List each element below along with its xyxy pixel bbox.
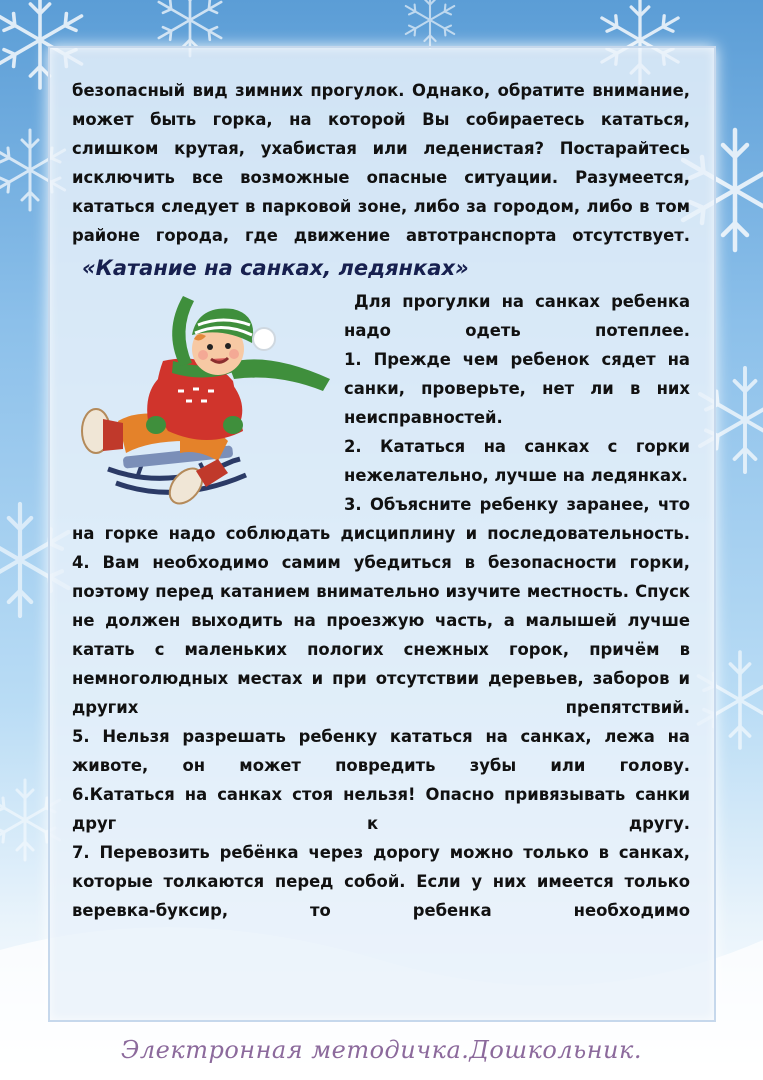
rule-6: 6.Кататься на санках стоя нельзя! Опасно привязывать санки друг к другу. bbox=[72, 785, 690, 833]
rule-2: 2. Кататься на санках с горки нежелательно, лучше на ледянках. bbox=[344, 437, 690, 485]
rule-1: 1. Прежде чем ребенок сядет на санки, проверьте, нет ли в них неисправностей. bbox=[344, 350, 690, 427]
sled-intro-paragraph: Для прогулки на санках ребенка надо одеть потеплее. bbox=[344, 292, 690, 340]
child-on-sled-illustration bbox=[68, 291, 344, 513]
footer-caption: Электронная методичка.Дошкольник. bbox=[121, 1036, 642, 1064]
intro-paragraph: безопасный вид зимних прогулок. Однако, обратите внимание, может быть горка, на которой Вы собираетесь кататься, слишком крутая, ухабистая или леденистая? Постарайтесь исключить все возможные опасные ситуации. Разумеется, кататься следует в парковой зоне, либо за городом, либо в том районе города, где движение автотранспорта отсутствует. bbox=[72, 81, 690, 245]
rule-3: 3. Объясните ребенку заранее, что на горке надо соблюдать дисциплину и последовательность. bbox=[72, 495, 690, 543]
rule-4: 4. Вам необходимо самим убедиться в безопасности горки, поэтому перед катанием внимательно изучите местность. Спуск не должен выходить на проезжую часть, а малышей лучше катать с маленьких пологих снежных горок, причём в немноголюдных местах и при отсутствии деревьев, заборов и других препятствий. bbox=[72, 553, 690, 717]
section-heading: «Катание на санках, ледянках» bbox=[82, 256, 469, 280]
rule-5: 5. Нельзя разрешать ребенку кататься на санках, лежа на животе, он может повредить зубы или голову. bbox=[72, 727, 690, 775]
document-body bbox=[72, 76, 690, 925]
rule-7: 7. Перевозить ребёнка через дорогу можно только в санках, которые толкаются перед собой. Если у них имеется только веревка-буксир, то ребенка необходимо bbox=[72, 843, 690, 920]
